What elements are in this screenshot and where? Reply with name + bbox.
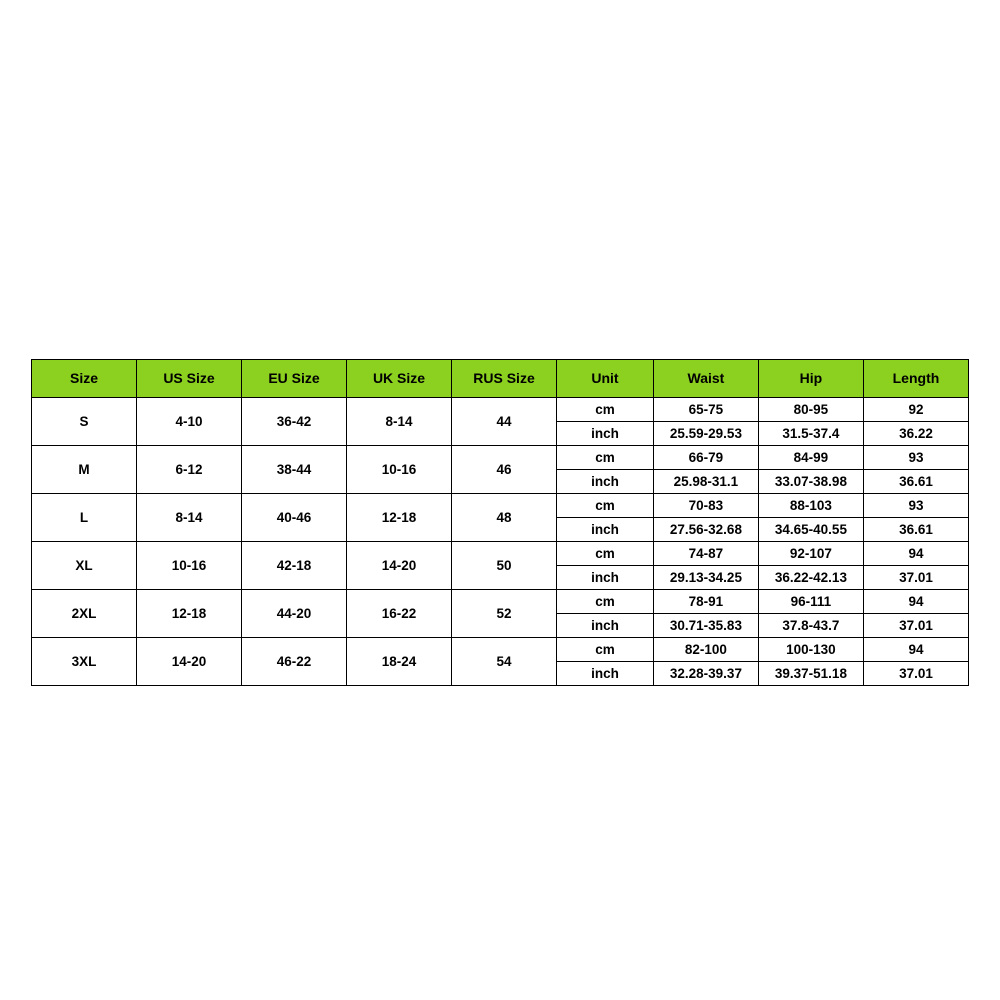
cell-uk-size: 12-18	[347, 494, 452, 542]
cell-hip: 84-99	[758, 446, 863, 470]
column-header-size: Size	[32, 360, 137, 398]
cell-waist: 65-75	[653, 398, 758, 422]
cell-length: 93	[863, 494, 968, 518]
cell-us-size: 14-20	[137, 638, 242, 686]
column-header-eu: EU Size	[242, 360, 347, 398]
cell-waist: 25.59-29.53	[653, 422, 758, 446]
cell-waist: 27.56-32.68	[653, 518, 758, 542]
cell-uk-size: 18-24	[347, 638, 452, 686]
cell-hip: 36.22-42.13	[758, 566, 863, 590]
cell-unit: inch	[557, 614, 654, 638]
cell-hip: 37.8-43.7	[758, 614, 863, 638]
cell-waist: 82-100	[653, 638, 758, 662]
size-chart-table	[31, 359, 969, 686]
column-header-unit: Unit	[557, 360, 654, 398]
cell-eu-size: 40-46	[242, 494, 347, 542]
cell-size: XL	[32, 542, 137, 590]
table-row	[32, 590, 969, 614]
cell-hip: 34.65-40.55	[758, 518, 863, 542]
cell-us-size: 12-18	[137, 590, 242, 638]
cell-length: 94	[863, 590, 968, 614]
cell-unit: cm	[557, 494, 654, 518]
cell-rus-size: 48	[452, 494, 557, 542]
cell-hip: 96-111	[758, 590, 863, 614]
cell-uk-size: 8-14	[347, 398, 452, 446]
header-row	[32, 360, 969, 398]
cell-us-size: 10-16	[137, 542, 242, 590]
cell-length: 92	[863, 398, 968, 422]
cell-unit: cm	[557, 398, 654, 422]
cell-hip: 80-95	[758, 398, 863, 422]
table-row	[32, 638, 969, 662]
cell-rus-size: 50	[452, 542, 557, 590]
table-row	[32, 446, 969, 470]
cell-hip: 39.37-51.18	[758, 662, 863, 686]
cell-length: 93	[863, 446, 968, 470]
cell-uk-size: 10-16	[347, 446, 452, 494]
cell-unit: inch	[557, 566, 654, 590]
cell-eu-size: 44-20	[242, 590, 347, 638]
cell-uk-size: 16-22	[347, 590, 452, 638]
cell-us-size: 8-14	[137, 494, 242, 542]
cell-length: 37.01	[863, 662, 968, 686]
cell-hip: 92-107	[758, 542, 863, 566]
cell-waist: 29.13-34.25	[653, 566, 758, 590]
table-row	[32, 494, 969, 518]
cell-waist: 70-83	[653, 494, 758, 518]
cell-waist: 25.98-31.1	[653, 470, 758, 494]
cell-size: L	[32, 494, 137, 542]
cell-size: 3XL	[32, 638, 137, 686]
cell-length: 36.22	[863, 422, 968, 446]
cell-us-size: 6-12	[137, 446, 242, 494]
cell-waist: 78-91	[653, 590, 758, 614]
cell-eu-size: 46-22	[242, 638, 347, 686]
cell-size: 2XL	[32, 590, 137, 638]
cell-unit: cm	[557, 542, 654, 566]
cell-waist: 74-87	[653, 542, 758, 566]
table-row	[32, 542, 969, 566]
table-header	[32, 360, 969, 398]
column-header-uk: UK Size	[347, 360, 452, 398]
cell-unit: inch	[557, 662, 654, 686]
cell-us-size: 4-10	[137, 398, 242, 446]
column-header-us: US Size	[137, 360, 242, 398]
column-header-length: Length	[863, 360, 968, 398]
column-header-hip: Hip	[758, 360, 863, 398]
cell-eu-size: 38-44	[242, 446, 347, 494]
cell-unit: cm	[557, 590, 654, 614]
cell-eu-size: 42-18	[242, 542, 347, 590]
column-header-rus: RUS Size	[452, 360, 557, 398]
cell-waist: 32.28-39.37	[653, 662, 758, 686]
table-row	[32, 398, 969, 422]
cell-unit: cm	[557, 638, 654, 662]
cell-length: 37.01	[863, 566, 968, 590]
cell-length: 36.61	[863, 470, 968, 494]
cell-hip: 100-130	[758, 638, 863, 662]
cell-length: 94	[863, 542, 968, 566]
cell-rus-size: 46	[452, 446, 557, 494]
cell-rus-size: 54	[452, 638, 557, 686]
cell-length: 94	[863, 638, 968, 662]
cell-length: 36.61	[863, 518, 968, 542]
cell-size: M	[32, 446, 137, 494]
cell-waist: 30.71-35.83	[653, 614, 758, 638]
cell-hip: 88-103	[758, 494, 863, 518]
cell-rus-size: 44	[452, 398, 557, 446]
cell-hip: 33.07-38.98	[758, 470, 863, 494]
cell-unit: inch	[557, 470, 654, 494]
cell-eu-size: 36-42	[242, 398, 347, 446]
cell-length: 37.01	[863, 614, 968, 638]
cell-unit: cm	[557, 446, 654, 470]
cell-rus-size: 52	[452, 590, 557, 638]
cell-unit: inch	[557, 518, 654, 542]
cell-waist: 66-79	[653, 446, 758, 470]
column-header-waist: Waist	[653, 360, 758, 398]
table-body	[32, 398, 969, 686]
cell-uk-size: 14-20	[347, 542, 452, 590]
cell-size: S	[32, 398, 137, 446]
cell-unit: inch	[557, 422, 654, 446]
cell-hip: 31.5-37.4	[758, 422, 863, 446]
